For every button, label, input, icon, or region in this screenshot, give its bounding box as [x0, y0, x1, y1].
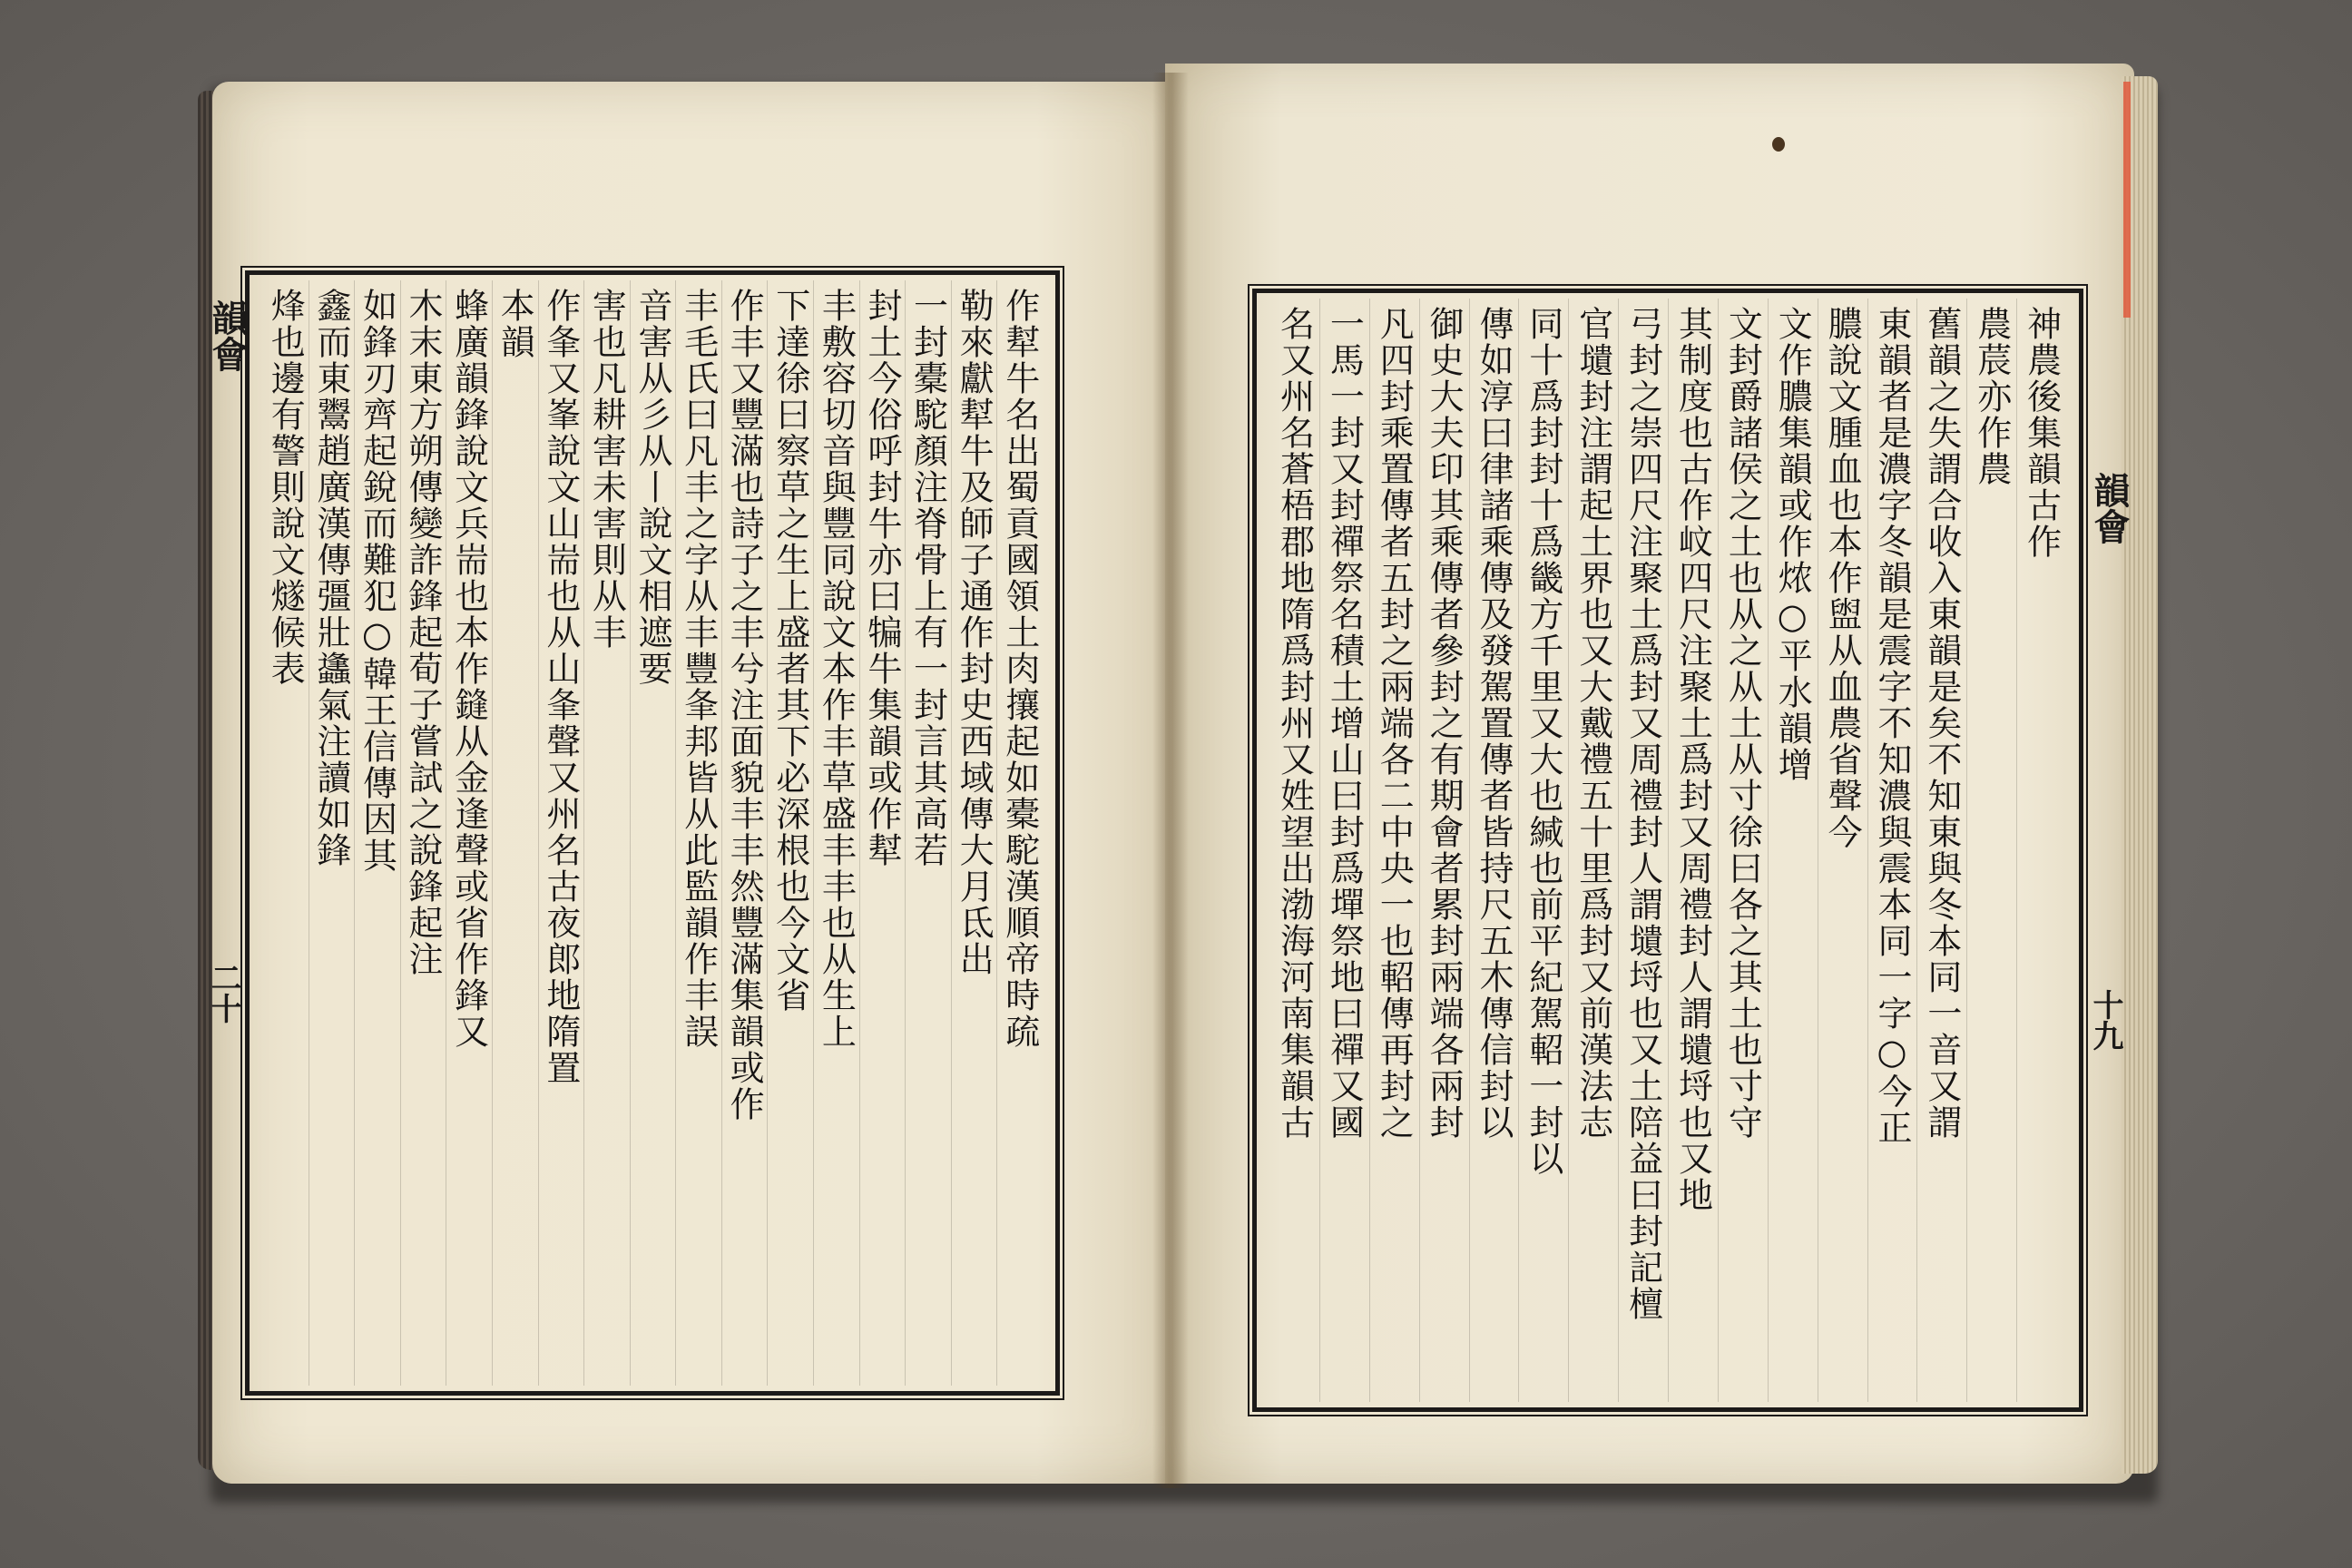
left-text-column: 作丰又豐滿也詩子之丰兮注面貌丰丰然豐滿集韻或作 [724, 288, 765, 1122]
left-column-rule [905, 280, 906, 1386]
right-column-rule [2016, 299, 2017, 1402]
right-column-rule [1867, 299, 1868, 1402]
left-text-column: 音害从彡从丨說文相遮要 [632, 288, 672, 687]
right-margin-tab: 韻會 [2088, 472, 2131, 544]
wormhole-spot [1772, 137, 1785, 152]
left-column-rule [630, 280, 631, 1386]
red-page-edge [2123, 82, 2131, 318]
left-text-column: 烽也邊有警則說文燧候表 [265, 288, 306, 687]
right-column-rule [1369, 299, 1370, 1402]
left-text-column: 木末東方朔傳變詐鋒起荀子嘗試之說鋒起注 [403, 288, 444, 977]
right-text-column: 官壝封注謂起土界也又大戴禮五十里爲封又前漢法志 [1573, 306, 1613, 1141]
left-text-column: 丰敷容切音與豐同說文本作丰草盛丰丰也从生上 [816, 288, 857, 1050]
left-text-column: 鑫而東鬻趙廣漢傳彊壯蠭氣注讀如鋒 [310, 288, 351, 868]
right-text-column: 東韻者是濃字冬韻是震字不知濃與震本同一字○今正 [1871, 306, 1912, 1146]
left-text-column: 蜂廣韻鋒說文兵耑也本作鏠从金逢聲或省作鋒又 [448, 288, 489, 1050]
left-text-column: 本韻 [495, 288, 535, 360]
right-column-rule [1618, 299, 1619, 1402]
right-column-rule [1718, 299, 1719, 1402]
left-column-rule [951, 280, 952, 1386]
left-print-frame [245, 270, 1060, 1396]
left-margin-number: 二十 [205, 962, 241, 1024]
left-margin-tab: 韻會 [206, 299, 249, 372]
right-column-rule [1668, 299, 1669, 1402]
right-column-rule [1319, 299, 1320, 1402]
right-text-column: 一馬一封又封禪祭名積土增山曰封爲墠祭地曰禪又國 [1324, 306, 1365, 1141]
left-column-rule [859, 280, 860, 1386]
left-column-rule [996, 280, 997, 1386]
right-text-column: 其制度也古作㞶四尺注聚土爲封又周禮封人謂壝埒也又地 [1672, 306, 1713, 1213]
right-text-column: 舊韻之失謂合收入東韻是矣不知東與冬本同一音又謂 [1921, 306, 1962, 1141]
left-column-rule [675, 280, 676, 1386]
right-text-column: 同十爲封封十爲畿方千里又大也緘也前平紀駕軺一封以 [1523, 306, 1563, 1177]
right-margin-number: 十九 [2087, 989, 2123, 1051]
right-column-rule [1966, 299, 1967, 1402]
right-column-rule [1419, 299, 1420, 1402]
left-text-column: 害也凡耕害未害則从丰 [586, 288, 627, 651]
left-text-column: 作夆又峯說文山耑也从山夆聲又州名古夜郎地隋置 [540, 288, 581, 1086]
left-column-rule [400, 280, 401, 1386]
right-text-column: 名又州名蒼梧郡地隋爲封州又姓望出渤海河南集韻古 [1274, 306, 1315, 1141]
right-text-column: 文封爵諸侯之土也从之从土从寸徐曰各之其土也寸守 [1722, 306, 1763, 1141]
right-text-column: 弓封之崇四尺注聚土爲封又周禮封人謂壝埒也又土陪益曰封記檀 [1622, 306, 1663, 1322]
left-text-column: 下達徐曰察草之生上盛者其下必深根也今文省 [769, 288, 810, 1014]
right-column-rule [1469, 299, 1470, 1402]
left-text-column: 作犎牛名出蜀貢國領土肉攘起如橐駝漢順帝時疏 [999, 288, 1040, 1050]
left-column-rule [721, 280, 722, 1386]
left-column-rule [767, 280, 768, 1386]
left-column-rule [492, 280, 493, 1386]
left-text-column: 封土今俗呼封牛亦曰犏牛集韻或作犎 [861, 288, 902, 868]
right-text-column: 凡四封乘置傳者五封之兩端各二中央一也軺傳再封之 [1374, 306, 1415, 1141]
left-text-column: 丰毛氏曰凡丰之字从丰豐夆邦皆从此監韻作丰誤 [678, 288, 719, 1050]
right-text-column: 傳如淳曰律諸乘傳及發駕置傳者皆持尺五木傳信封以 [1473, 306, 1514, 1141]
left-text-column: 如鋒刃齊起銳而難犯○韓王信傳因其 [357, 288, 397, 874]
right-column-rule [1916, 299, 1917, 1402]
right-column-rule [1568, 299, 1569, 1402]
left-column-rule [354, 280, 355, 1386]
book-gutter [1152, 73, 1189, 1488]
left-column-rule [813, 280, 814, 1386]
right-column-rule [1518, 299, 1519, 1402]
right-print-frame [1252, 289, 2083, 1412]
right-text-column: 文作膿集韻或作㶶○平水韻增 [1772, 306, 1813, 783]
right-text-column: 農莀亦作農 [1971, 306, 2012, 487]
left-text-column: 勒來獻犎牛及師子通作封史西域傳大月氐出 [954, 288, 995, 977]
left-text-column: 一封橐駝顏注脊骨上有一封言其高若 [907, 288, 948, 868]
right-text-column: 膿說文腫血也本作盥从血農省聲今 [1822, 306, 1863, 850]
right-column-rule [1768, 299, 1769, 1402]
right-text-column: 御史大夫印其乘傳者參封之有期會者累封兩端各兩封 [1424, 306, 1465, 1141]
left-column-rule [583, 280, 584, 1386]
right-text-column: 神農後集韻古作 [2021, 306, 2062, 560]
left-column-rule [538, 280, 539, 1386]
